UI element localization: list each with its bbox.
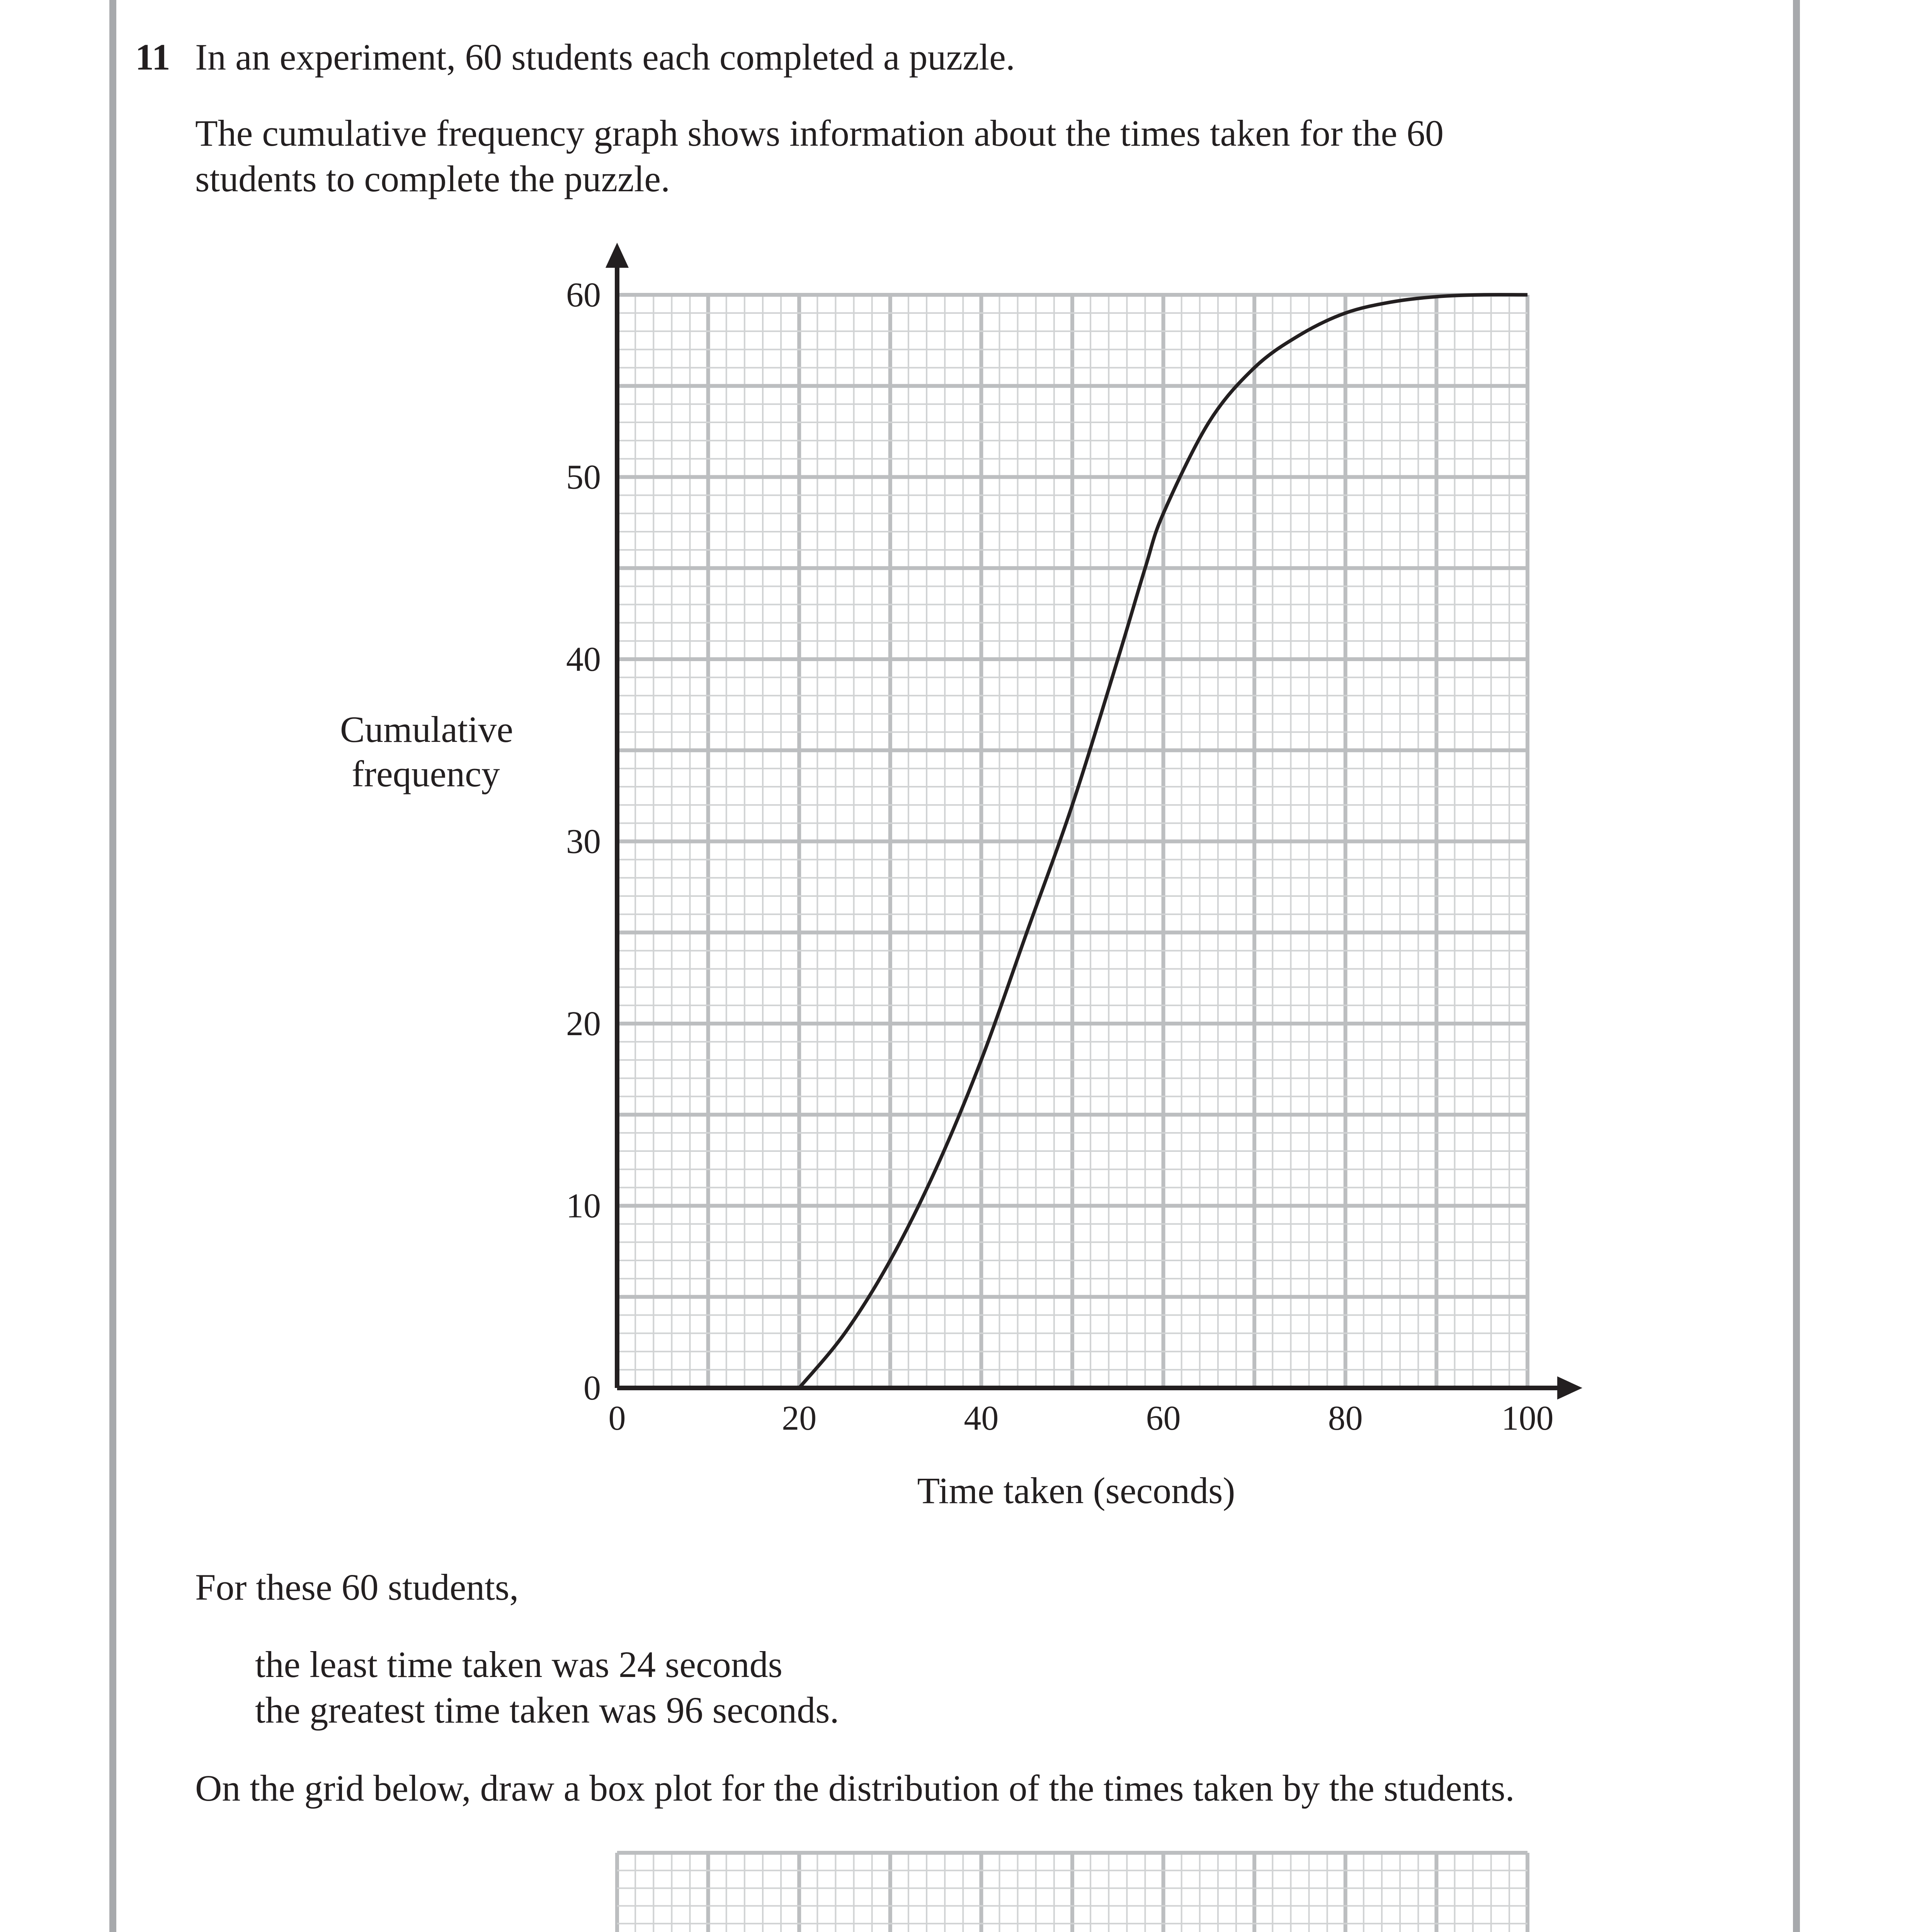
x-axis-label: Time taken (seconds)	[917, 1470, 1235, 1511]
x-axis-arrow	[1557, 1376, 1582, 1400]
least-time-text: the least time taken was 24 seconds	[255, 1644, 782, 1685]
y-tick-label: 30	[566, 822, 601, 861]
y-tick-label: 60	[566, 276, 601, 314]
y-axis-label-line-2: frequency	[352, 753, 500, 794]
y-axis-label-line-1: Cumulative	[340, 709, 513, 750]
y-tick-label: 20	[566, 1005, 601, 1043]
x-tick-label: 0	[608, 1399, 626, 1437]
box-plot-instruction: On the grid below, draw a box plot for the distribution of the times taken by the students.	[195, 1767, 1515, 1809]
x-tick-label: 80	[1328, 1399, 1363, 1437]
y-tick-label: 40	[566, 640, 601, 679]
x-tick-label: 60	[1146, 1399, 1181, 1437]
box-plot-grid-chart	[609, 1853, 1583, 1932]
x-tick-label: 40	[964, 1399, 999, 1437]
cumulative-frequency-chart	[566, 243, 1582, 1511]
y-axis-arrow	[606, 243, 629, 268]
description-line-2: students to complete the puzzle.	[195, 158, 670, 199]
description-line-1: The cumulative frequency graph shows information about the times taken for the 60	[195, 112, 1444, 154]
x-tick-label: 20	[782, 1399, 817, 1437]
for-these-students: For these 60 students,	[195, 1566, 519, 1608]
greatest-time-text: the greatest time taken was 96 seconds.	[255, 1689, 839, 1731]
y-tick-label: 10	[566, 1187, 601, 1225]
x-tick-label: 100	[1501, 1399, 1554, 1437]
y-tick-label: 50	[566, 458, 601, 497]
y-tick-label: 0	[583, 1369, 601, 1407]
question-number: 11	[135, 36, 170, 78]
question-intro: In an experiment, 60 students each completed a puzzle.	[195, 36, 1015, 78]
